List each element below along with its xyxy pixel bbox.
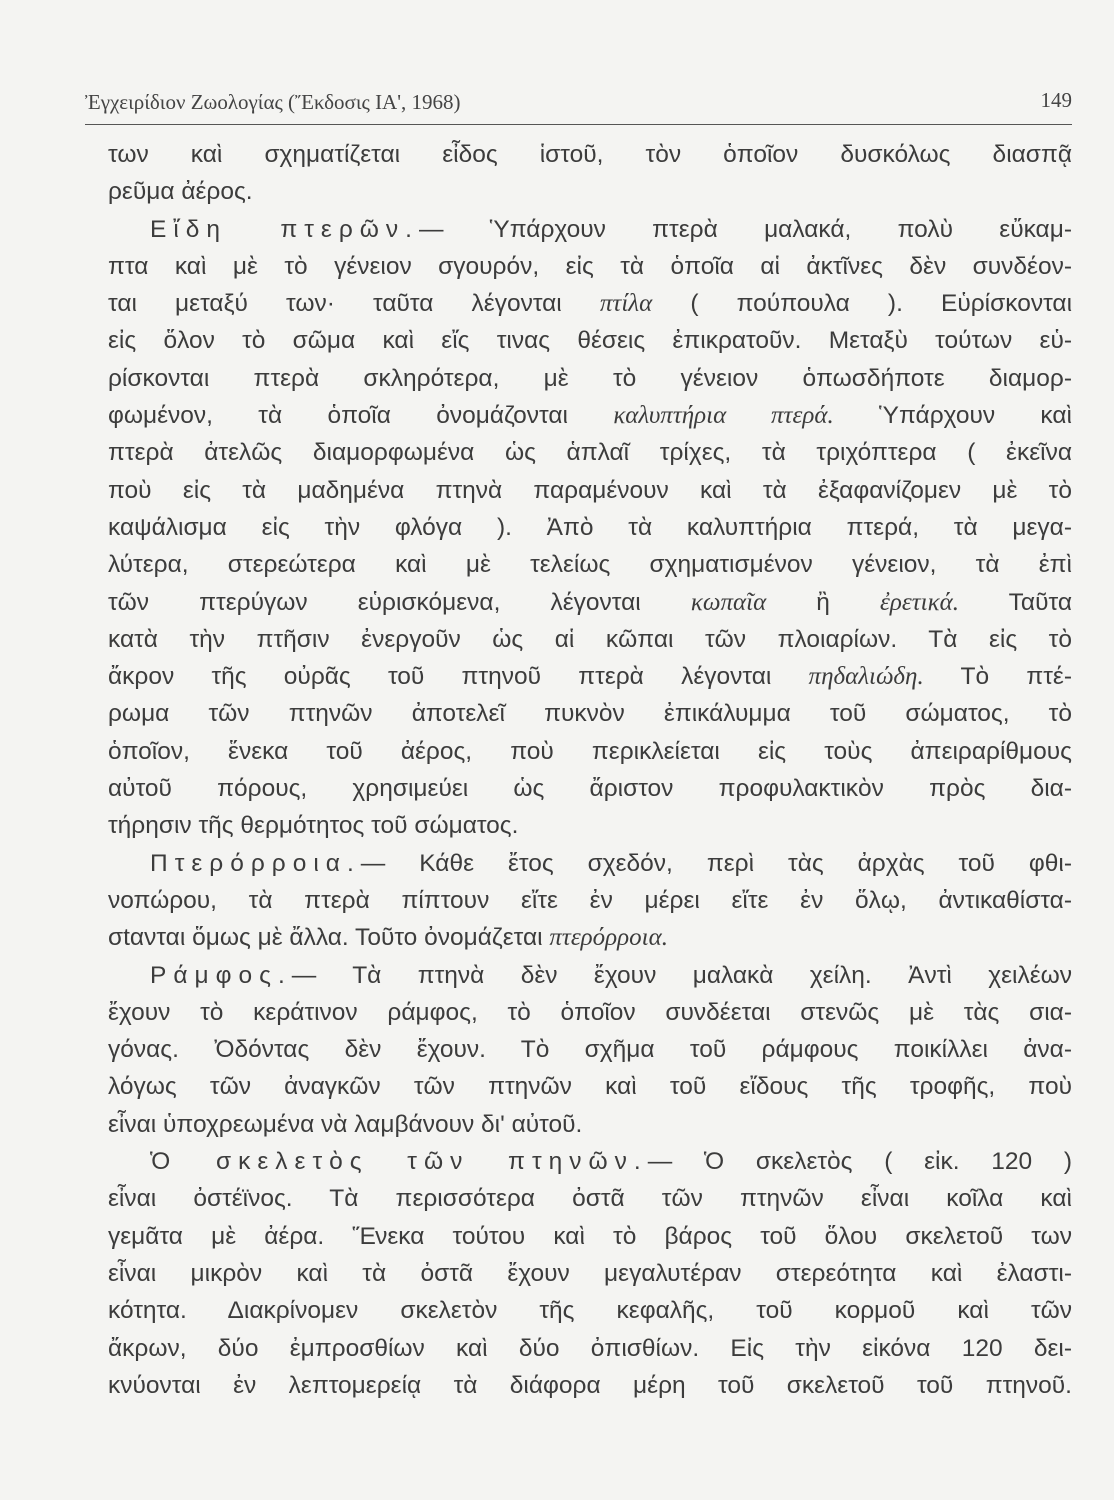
text-segment: λύτερα, στερεώτερα καὶ μὲ τελείως σχηματισμένον γένειον, τὰ ἐπὶ	[108, 551, 1072, 579]
text-line	[108, 1255, 1072, 1292]
text-line	[108, 397, 1072, 434]
text-line	[108, 695, 1072, 732]
text-segment: τήρησιν τῆς θερμότητος τοῦ σώματος.	[108, 812, 519, 840]
section-heading: Πτερόρροια.	[150, 849, 361, 877]
text-segment: Ὑπάρχουν καὶ	[833, 402, 1072, 430]
text-line	[108, 322, 1072, 359]
text-segment: εἶναι ὀστέϊνος. Τὰ περισσότερα ὀστᾶ τῶν πτηνῶν εἶναι κοῖλα καὶ	[108, 1185, 1072, 1213]
text-segment: Ταῦτα	[959, 588, 1072, 616]
text-segment: πτερὰ ἀτελῶς διαμορφωμένα ὡς ἁπλαῖ τρίχες, τὰ τριχόπτερα ( ἐκεῖνα	[108, 439, 1072, 467]
section-heading: Ὁ σκελετὸς τῶν πτηνῶν.	[150, 1148, 648, 1176]
text-segment: ποὺ εἰς τὰ μαδημένα πτηνὰ παραμένουν καὶ τὰ ἐξαφανίζομεν μὲ τὸ	[108, 476, 1072, 504]
text-line	[108, 1068, 1072, 1105]
text-segment: ἄκρων, δύο ἐμπροσθίων καὶ δύο ὀπισθίων. Εἰς τὴν εἰκόνα 120 δει-	[108, 1334, 1072, 1362]
text-line	[108, 211, 1072, 248]
text-line	[108, 173, 1072, 210]
text-segment: ρεῦμα ἀέρος.	[108, 178, 253, 206]
text-segment: λόγως τῶν ἀναγκῶν τῶν πτηνῶν καὶ τοῦ εἴδους τῆς τροφῆς, ποὺ	[108, 1073, 1072, 1101]
text-line	[108, 248, 1072, 285]
text-line	[108, 285, 1072, 322]
text-segment: των καὶ σχηματίζεται εἶδος ἱστοῦ, τὸν ὁποῖον δυσκόλως διασπᾷ	[108, 141, 1072, 168]
text-segment: — Ὑπάρχουν πτερὰ μαλακά, πολὺ εὔκαμ-	[418, 215, 1072, 243]
text-line	[108, 1292, 1072, 1329]
italic-term: κωπαῖα	[690, 588, 767, 616]
text-segment: γόνας. Ὀδόντας δὲν ἔχουν. Τὸ σχῆμα τοῦ ράμφους ποικίλλει ἀνα-	[108, 1036, 1072, 1064]
text-segment: ρωμα τῶν πτηνῶν ἀποτελεῖ πυκνὸν ἐπικάλυμμα τοῦ σώματος, τὸ	[108, 700, 1072, 728]
section-heading: Εἴδη πτερῶν.	[150, 215, 419, 243]
italic-term: ἐρετικά.	[880, 588, 959, 616]
text-line	[108, 509, 1072, 546]
text-segment: τῶν πτερύγων εὑρισκόμενα, λέγονται	[108, 588, 691, 616]
text-line	[108, 1367, 1072, 1404]
italic-term: πτίλα	[599, 290, 653, 318]
text-segment: εἰς ὅλον τὸ σῶμα καὶ εἴς τινας θέσεις ἐπικρατοῦν. Μεταξὺ τούτων εὑ-	[108, 327, 1072, 355]
running-title: Ἐγχειρίδιον Ζωολογίας (Ἔκδοσις ΙΑ', 1968)	[85, 90, 461, 114]
text-segment: — Κάθε ἔτος σχεδόν, περὶ τὰς ἀρχὰς τοῦ φθι-	[360, 849, 1072, 877]
text-line	[108, 546, 1072, 583]
text-segment: γεμᾶτα μὲ ἀέρα. Ἕνεκα τούτου καὶ τὸ βάρος τοῦ ὅλου σκελετοῦ των	[108, 1222, 1072, 1250]
text-segment: ἄκρον τῆς οὐρᾶς τοῦ πτηνοῦ πτερὰ λέγονται	[108, 663, 809, 691]
text-segment: φωμένον, τὰ ὁποῖα ὀνομάζονται	[108, 402, 614, 430]
text-line	[108, 1180, 1072, 1217]
body-text	[108, 136, 1072, 1404]
text-segment: κνύονται ἐν λεπτομερείᾳ τὰ διάφορα μέρη τοῦ σκελετοῦ τοῦ πτηνοῦ.	[108, 1371, 1072, 1399]
text-line	[108, 658, 1072, 695]
text-line	[108, 882, 1072, 919]
text-segment: ται μεταξύ των· ταῦτα λέγονται	[108, 290, 600, 318]
text-segment: ὁποῖον, ἕνεκα τοῦ ἀέρος, ποὺ περικλείεται εἰς τοὺς ἀπειραρίθμους	[108, 737, 1072, 765]
text-line	[108, 994, 1072, 1031]
italic-term: καλυπτήρια πτερά.	[613, 402, 834, 430]
text-line	[108, 807, 1072, 844]
text-line	[108, 472, 1072, 509]
italic-term: πηδαλιώδη.	[808, 663, 924, 691]
text-line	[108, 1031, 1072, 1068]
text-line	[108, 360, 1072, 397]
text-segment: ἔχουν τὸ κεράτινον ράμφος, τὸ ὁποῖον συνδέεται στενῶς μὲ τὰς σια-	[108, 998, 1072, 1026]
text-line	[108, 1143, 1072, 1180]
text-line	[108, 621, 1072, 658]
text-line	[108, 1218, 1072, 1255]
text-segment: ρίσκονται πτερὰ σκληρότερα, μὲ τὸ γένειον ὁπωσδήποτε διαμορ-	[108, 364, 1072, 392]
text-line	[108, 584, 1072, 621]
text-segment: κότητα. Διακρίνομεν σκελετὸν τῆς κεφαλῆς, τοῦ κορμοῦ καὶ τῶν	[108, 1297, 1072, 1325]
text-line	[108, 434, 1072, 471]
text-segment: ( πούπουλα ). Εὑρίσκονται	[652, 290, 1073, 318]
text-segment: νοπώρου, τὰ πτερὰ πίπτουν εἴτε ἐν μέρει εἴτε ἐν ὅλῳ, ἀντικαθίστα-	[108, 886, 1072, 914]
text-segment: εἶναι ὑποχρεωμένα νὰ λαμβάνουν δι' αὐτοῦ.	[108, 1110, 583, 1138]
page-number: 149	[1040, 88, 1072, 112]
running-header	[85, 88, 1072, 125]
text-segment: — Τὰ πτηνὰ δὲν ἔχουν μαλακὰ χείλη. Ἀντὶ χειλέων	[291, 961, 1072, 989]
text-line	[108, 1330, 1072, 1367]
text-segment: ἢ	[766, 588, 881, 616]
text-line	[108, 845, 1072, 882]
section-heading: Ράμφος.	[150, 961, 292, 989]
text-line	[108, 919, 1072, 956]
text-line	[108, 733, 1072, 770]
text-segment: καψάλισμα εἰς τὴν φλόγα ). Ἀπὸ τὰ καλυπτήρια πτερά, τὰ μεγα-	[108, 513, 1072, 541]
text-segment: εἶναι μικρὸν καὶ τὰ ὀστᾶ ἔχουν μεγαλυτέραν στερεότητα καὶ ἐλαστι-	[108, 1259, 1072, 1287]
text-segment: αὐτοῦ πόρους, χρησιμεύει ὡς ἄριστον προφυλακτικὸν πρὸς δια-	[108, 775, 1072, 803]
text-segment: κατὰ τὴν πτῆσιν ἐνεργοῦν ὡς αἱ κῶπαι τῶν πλοιαρίων. Τὰ εἰς τὸ	[108, 625, 1072, 653]
text-segment: σtανται ὅμως μὲ ἄλλα. Τοῦτο ὀνομάζεται	[108, 924, 550, 952]
text-line	[108, 1106, 1072, 1143]
text-line	[108, 770, 1072, 807]
text-segment: Τὸ πτέ-	[923, 663, 1072, 691]
text-line	[108, 957, 1072, 994]
text-line	[108, 136, 1072, 173]
text-segment: πτα καὶ μὲ τὸ γένειον σγουρόν, εἰς τὰ ὁποῖα αἱ ἀκτῖνες δὲν συνδέον-	[108, 252, 1072, 280]
text-segment: — Ὁ σκελετὸς ( εἰκ. 120 )	[647, 1148, 1072, 1176]
italic-term: πτερόρροια.	[549, 924, 668, 952]
